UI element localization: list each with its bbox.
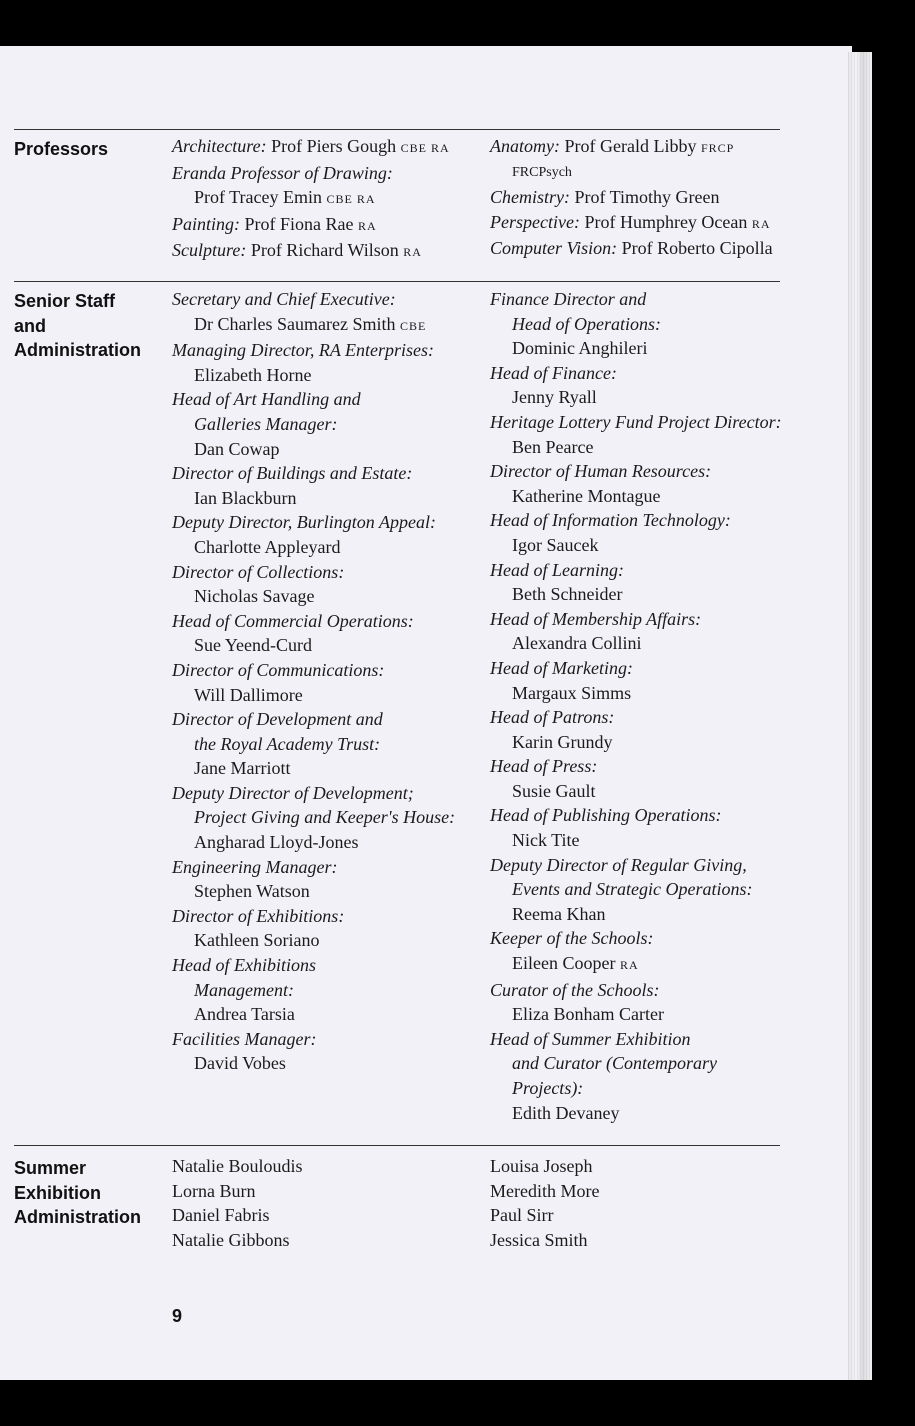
section-rule [14, 281, 780, 282]
staff-title: Head of Membership Affairs: [490, 608, 702, 629]
staff-title: Keeper of the Schools: [490, 928, 654, 949]
staff-title: Engineering Manager: [172, 856, 338, 877]
staff-title-line: Events and Strategic Operations: [512, 879, 753, 900]
staff-entry [172, 510, 455, 559]
staff-title-line: Director of Development and [172, 709, 383, 730]
staff-entry [490, 361, 782, 410]
staff-entry [490, 656, 782, 705]
staff-entry [490, 978, 782, 1027]
staff-name: Lorna Burn [172, 1180, 256, 1201]
staff-title: Head of Finance: [490, 362, 617, 383]
staff-name: Karin Grundy [512, 731, 613, 752]
section-label-line: Summer [14, 1158, 87, 1178]
staff-name: Nicholas Savage [194, 586, 315, 607]
staff-name: Stephen Watson [194, 881, 310, 902]
staff-title-line: Head of Operations: [512, 313, 661, 334]
staff-name: Daniel Fabris [172, 1205, 270, 1226]
senior-staff-column-right [490, 287, 782, 1125]
section-label-line: Senior Staff [14, 291, 116, 311]
staff-entry [172, 338, 455, 387]
summer-exhibition-column-left [172, 1154, 302, 1252]
professor-name: Prof Gerald Libby [564, 136, 697, 156]
staff-entry [490, 803, 782, 852]
staff-title [172, 953, 455, 1002]
staff-entry [172, 287, 455, 338]
staff-title: Heritage Lottery Fund Project Director: [490, 411, 782, 432]
staff-title: Head of Information Technology: [490, 510, 731, 531]
staff-title: Director of Buildings and Estate: [172, 463, 413, 484]
staff-name: Will Dallimore [194, 684, 303, 705]
staff-title [490, 287, 782, 336]
professor-name: Prof Tracey Emin [194, 187, 322, 208]
staff-name: Reema Khan [512, 903, 606, 924]
staff-name: Natalie Bouloudis [172, 1156, 303, 1176]
section-label-line: and [14, 315, 47, 336]
staff-entry [490, 508, 782, 557]
professor-entry [490, 185, 773, 210]
staff-title: Head of Patrons: [490, 707, 615, 728]
staff-name: Edith Devaney [512, 1102, 620, 1123]
staff-entry [172, 609, 455, 658]
staff-title: Curator of the Schools: [490, 979, 660, 1000]
staff-title: Director of Communications: [172, 659, 385, 680]
professor-honours: CBE RA [326, 192, 376, 207]
professor-entry [490, 210, 773, 237]
staff-name: Angharad Lloyd-Jones [194, 832, 359, 853]
staff-title [490, 1027, 782, 1101]
staff-title: Deputy Director, Burlington Appeal: [172, 512, 436, 533]
staff-name: Igor Saucek [512, 534, 599, 555]
professor-title: Painting: [172, 213, 240, 234]
staff-entry [172, 781, 455, 855]
staff-entry [490, 607, 782, 656]
staff-title-line: Project Giving and Keeper's House: [194, 807, 456, 828]
staff-title: Facilities Manager: [172, 1028, 317, 1049]
staff-title: Head of Publishing Operations: [490, 805, 722, 826]
professor-honours: FRCP [700, 141, 735, 155]
staff-entry [172, 1027, 455, 1076]
staff-name: Alexandra Collini [512, 633, 642, 654]
staff-title: Director of Collections: [172, 561, 345, 582]
professors-column-right [490, 134, 773, 261]
staff-name: Katherine Montague [512, 485, 661, 506]
staff-honours: RA [619, 958, 639, 973]
staff-title-line: Deputy Director of Regular Giving, [490, 854, 747, 875]
staff-name: David Vobes [194, 1053, 286, 1074]
professor-name: Prof Fiona Rae [244, 213, 354, 234]
staff-title-line: Deputy Director of Development; [172, 782, 414, 803]
professors-column-left [172, 134, 450, 265]
staff-name: Jessica Smith [490, 1229, 588, 1250]
staff-name: Ian Blackburn [194, 487, 297, 508]
staff-name: Sue Yeend-Curd [194, 635, 313, 656]
staff-name: Susie Gault [512, 780, 596, 801]
professor-name: Prof Piers Gough [271, 136, 397, 156]
section-label-professors: Professors [14, 139, 109, 159]
staff-honours: CBE [399, 318, 427, 333]
professor-name: Prof Humphrey Ocean [584, 211, 748, 232]
professor-name-line [172, 185, 450, 212]
staff-name: Dominic Anghileri [512, 338, 648, 359]
staff-name: Nick Tite [512, 830, 580, 851]
staff-entry [172, 953, 455, 1027]
staff-name: Jenny Ryall [512, 387, 597, 408]
staff-title-line: and Curator (Contemporary [512, 1053, 718, 1074]
senior-staff-column-left [172, 287, 455, 1076]
professor-title: Anatomy: [490, 136, 560, 156]
professor-title: Chemistry: [490, 187, 570, 208]
professor-name: Prof Roberto Cipolla [621, 238, 773, 259]
professor-title: Eranda Professor of Drawing: [172, 162, 393, 183]
professor-entry [490, 134, 773, 185]
staff-name-line [172, 312, 455, 339]
staff-name: Kathleen Soriano [194, 930, 320, 951]
staff-entry [490, 287, 782, 361]
staff-title [172, 707, 455, 756]
staff-name: Elizabeth Horne [194, 364, 312, 385]
staff-title-line: Head of Summer Exhibition [490, 1028, 691, 1049]
section-label-line: Administration [14, 1207, 142, 1227]
staff-name: Beth Schneider [512, 584, 623, 605]
staff-entry [490, 926, 782, 977]
section-label-senior-staff [14, 289, 141, 363]
staff-title [490, 853, 782, 902]
staff-entry [172, 387, 455, 461]
professor-honours: RA [357, 218, 377, 233]
staff-title-line: Finance Director and [490, 289, 647, 309]
section-rule [14, 129, 780, 130]
professor-entry [172, 161, 450, 212]
staff-name: Louisa Joseph [490, 1156, 593, 1176]
staff-title-line: Management: [194, 979, 294, 1000]
staff-entry [172, 855, 455, 904]
section-label-line: Administration [14, 340, 142, 360]
staff-name: Dan Cowap [194, 438, 280, 459]
professor-title: Perspective: [490, 211, 580, 232]
staff-entry [490, 558, 782, 607]
staff-title: Head of Marketing: [490, 657, 633, 678]
staff-title-line: Galleries Manager: [194, 413, 338, 434]
page-edge [848, 52, 872, 1380]
staff-entry [490, 754, 782, 803]
professor-name: Prof Timothy Green [574, 187, 720, 208]
summer-exhibition-column-right [490, 1154, 599, 1252]
professor-title: Computer Vision: [490, 238, 618, 259]
staff-title-line: Head of Exhibitions [172, 955, 316, 976]
staff-name: Jane Marriott [194, 758, 291, 779]
staff-title: Director of Human Resources: [490, 461, 712, 482]
staff-name: Andrea Tarsia [194, 1004, 295, 1025]
staff-title: Head of Press: [490, 756, 598, 777]
staff-name: Meredith More [490, 1180, 600, 1201]
staff-title: Managing Director, RA Enterprises: [172, 340, 434, 361]
professor-name: Prof Richard Wilson [250, 240, 399, 261]
staff-title-line: the Royal Academy Trust: [194, 733, 381, 754]
professor-entry [172, 212, 450, 239]
staff-title: Head of Commercial Operations: [172, 610, 414, 631]
staff-title: Director of Exhibitions: [172, 905, 345, 926]
staff-name: Eileen Cooper [512, 953, 616, 974]
page-number: 9 [172, 1306, 183, 1326]
staff-name: Natalie Gibbons [172, 1229, 290, 1250]
staff-title: Secretary and Chief Executive: [172, 289, 396, 309]
staff-entry [172, 707, 455, 781]
professor-honours: RA [751, 216, 771, 231]
staff-name: Ben Pearce [512, 436, 594, 457]
staff-entry [172, 658, 455, 707]
staff-name: Eliza Bonham Carter [512, 1004, 664, 1025]
staff-entry [172, 461, 455, 510]
staff-name-line [490, 951, 782, 978]
staff-entry [490, 1027, 782, 1125]
staff-entry [490, 410, 782, 459]
staff-title [172, 387, 455, 436]
professor-entry [172, 238, 450, 265]
professor-entry [490, 236, 773, 261]
professor-honours: CBE RA [400, 141, 450, 155]
professor-honours-extra: FRCPsych [512, 164, 572, 180]
section-label-line: Exhibition [14, 1182, 101, 1203]
staff-entry [172, 904, 455, 953]
staff-entry [490, 459, 782, 508]
staff-title [172, 781, 455, 830]
staff-entry [172, 560, 455, 609]
section-rule [14, 1145, 780, 1146]
professor-entry [172, 134, 450, 161]
staff-name: Margaux Simms [512, 682, 632, 703]
staff-title: Head of Learning: [490, 559, 624, 580]
staff-entry [490, 705, 782, 754]
staff-name: Charlotte Appleyard [194, 536, 341, 557]
professor-title: Architecture: [172, 136, 267, 156]
section-label-summer-exhibition [14, 1156, 141, 1230]
staff-entry [490, 853, 782, 927]
staff-title-line: Projects): [512, 1078, 584, 1098]
professor-honours: RA [403, 245, 422, 260]
professor-title: Sculpture: [172, 240, 247, 261]
staff-name: Dr Charles Saumarez Smith [194, 313, 396, 334]
staff-title-line: Head of Art Handling and [172, 389, 361, 410]
staff-name: Paul Sirr [490, 1205, 554, 1226]
